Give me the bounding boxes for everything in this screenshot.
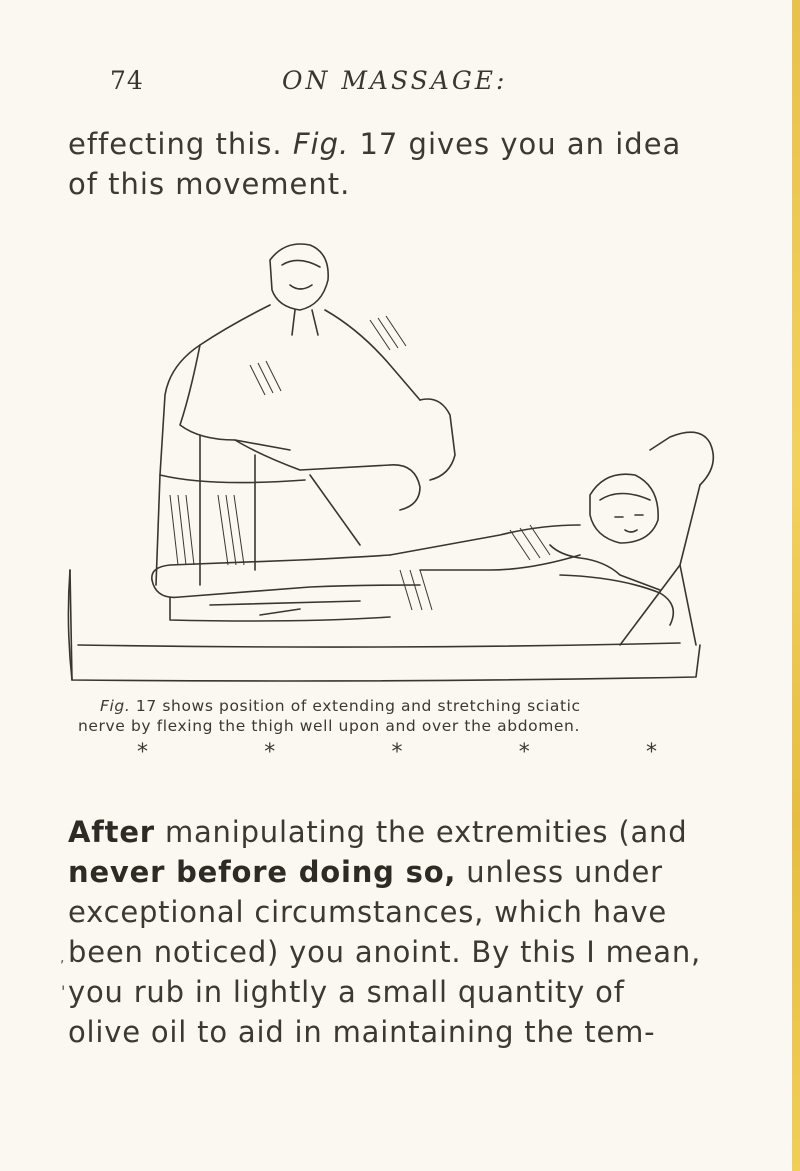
body-line-1: manipulating the extremities (and xyxy=(164,815,688,849)
body-line-4: been noticed) you anoint. By this I mean, xyxy=(68,935,702,969)
running-head: ON MASSAGE: xyxy=(282,66,508,95)
couch-drawing xyxy=(68,432,713,681)
separator-star: * xyxy=(264,740,276,765)
separator-star: * xyxy=(518,740,530,765)
massage-illustration xyxy=(60,225,720,695)
body-line-6: olive oil to aid in maintaining the tem- xyxy=(68,1015,656,1049)
lead-word: After xyxy=(68,815,155,849)
margin-mark: ' xyxy=(61,982,66,1001)
section-separator xyxy=(137,740,657,774)
page-edge xyxy=(792,0,800,1171)
masseur-drawing xyxy=(156,244,455,585)
separator-star: * xyxy=(646,740,657,765)
body-emphasis: never before doing so, xyxy=(68,855,457,889)
page-number: 74 xyxy=(110,66,144,95)
intro-line-2: of this movement. xyxy=(68,167,351,201)
intro-fig-ref: Fig. xyxy=(292,127,350,161)
body-line-5: you rub in lightly a small quantity of xyxy=(68,975,625,1009)
figure-caption xyxy=(78,696,720,736)
body-line-2: unless under xyxy=(466,855,663,889)
separator-star: * xyxy=(391,740,403,765)
caption-fig-ref: Fig. xyxy=(100,697,131,715)
body-paragraph xyxy=(68,812,718,1052)
separator-star: * xyxy=(137,740,148,765)
caption-line-2: nerve by flexing the thigh well upon and over the abdomen. xyxy=(78,717,581,735)
margin-mark: , xyxy=(60,950,65,966)
caption-line-1: 17 shows position of extending and stretching sciatic xyxy=(135,697,581,715)
intro-paragraph xyxy=(68,124,708,204)
hatching xyxy=(170,316,550,610)
patient-drawing xyxy=(152,474,674,625)
body-line-3: exceptional circumstances, which have xyxy=(68,895,668,929)
page-header xyxy=(110,66,670,106)
intro-text-2: 17 gives you an idea xyxy=(359,127,682,161)
intro-text-1: effecting this. xyxy=(68,127,283,161)
